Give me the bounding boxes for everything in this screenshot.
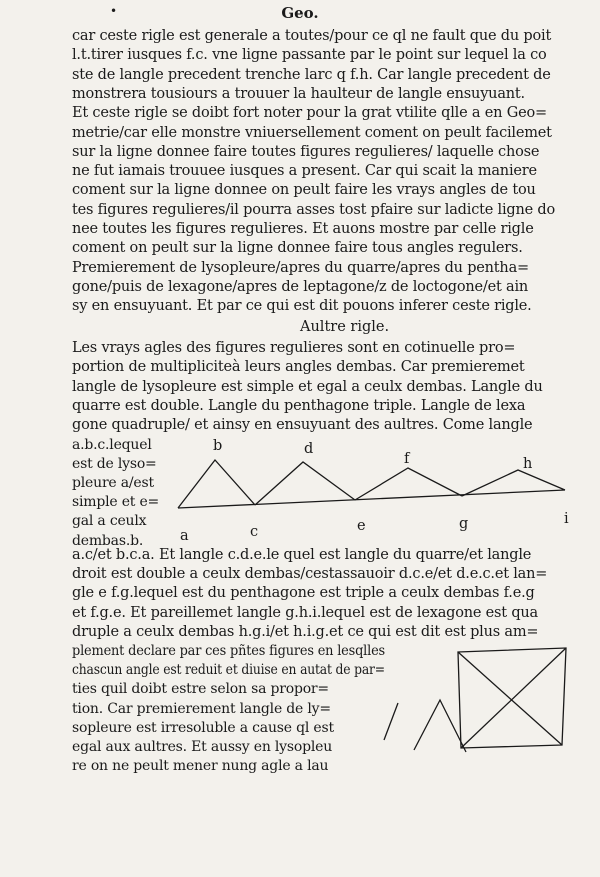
triangle-abc [178, 460, 255, 508]
baseline [178, 490, 565, 508]
paragraph2-line: Les vrays agles des figures regulieres sont en cotinuelle pro= [72, 340, 516, 356]
paragraph3-line: re on ne peult mener nung agle a lau [72, 758, 329, 775]
figure-left-text-line: est de lyso= [72, 456, 157, 473]
paragraph1-line: gone/puis de lexagone/apres de leptagone/z de loctogone/et ain [72, 278, 529, 295]
paragraph1-line: sur la ligne donnee faire toutes figures regulieres/ laquelle chose [72, 143, 540, 160]
paragraph3-line: ties quil doibt estre selon sa propor= [72, 681, 329, 698]
square-diagonal-2 [461, 648, 566, 748]
paragraph1-line: sy en ensuyuant. Et par ce qui est dit pouons inferer ceste rigle. [72, 298, 532, 315]
page-mark: • [110, 4, 118, 18]
paragraph1-line: ne fut iamais trouuee iusques a present. Car qui scait la maniere [72, 163, 537, 180]
paragraph2-line: portion de multipliciteà leurs angles dembas. Car premieremet [72, 359, 525, 376]
paragraph1-line: nee toutes les figures regulieres. Et auons mostre par celle rigle [72, 221, 534, 237]
label-i: i [564, 511, 569, 527]
paragraph1-line: Et ceste rigle se doibt fort noter pour la grat vtilite qlle a en Geo= [72, 105, 547, 122]
paragraph3-line: tion. Car premierement langle de ly= [72, 700, 331, 717]
paragraph1-line: car ceste rigle est generale a toutes/pour ce ql ne fault que du poit [72, 28, 552, 44]
label-c: c [250, 524, 259, 540]
paragraph3-line: egal aux aultres. Et aussy en lysopleu [72, 739, 333, 755]
paragraph3-line: plement declare par ces pñtes figures en lesqlles [72, 643, 385, 659]
figure-left-text-line: dembas.b. [72, 532, 144, 549]
paragraph3-line: chascun angle est reduit et diuise en autat de par= [72, 662, 385, 679]
paragraph3-line: a.c/et b.c.a. Et langle c.d.e.le quel est langle du quarre/et langle [72, 547, 532, 563]
paragraph1-line: metrie/car elle monstre vniuersellement coment on peult facilemet [72, 124, 552, 141]
paragraph1-line: ste de langle precedent trenche larc q f.h. Car langle precedent de [72, 66, 551, 83]
paragraph1-line: tes figures regulieres/il pourra asses tost pfaire sur ladicte ligne do [72, 201, 556, 218]
label-d: d [304, 441, 314, 457]
paragraph3-line: et f.g.e. Et pareillemet langle g.h.i.lequel est de lexagone est qua [72, 604, 539, 621]
figure-left-text-line: simple et e= [72, 494, 160, 511]
paragraph3-line: druple a ceulx dembas h.g.i/et h.i.g.et ce qui est dit est plus am= [72, 623, 539, 640]
paragraph3-line: sopleure est irresoluble a cause ql est [72, 719, 334, 736]
running-header: Geo. [281, 4, 319, 22]
paragraph1-line: l.t.tirer iusques f.c. vne ligne passante par le point sur lequel la co [72, 47, 547, 64]
angle-cde [255, 462, 355, 505]
label-g: g [459, 516, 469, 532]
label-h: h [523, 456, 533, 472]
paragraph1-line: Premierement de lysopleure/apres du quarre/apres du pentha= [72, 259, 529, 276]
lower-triangle [414, 700, 466, 752]
paragraph3-line: droit est double a ceulx dembas/cestassauoir d.c.e/et d.e.c.et lan= [72, 566, 548, 583]
figure-left-text-line: a.b.c.lequel [72, 437, 152, 453]
label-f: f [404, 451, 410, 467]
paragraph2-line: gone quadruple/ et ainsy en ensuyuant des aultres. Come langle [72, 417, 533, 434]
small-stroke [384, 703, 398, 740]
paragraph1-line: coment on peult sur la ligne donnee faire tous angles regulers. [72, 240, 523, 257]
paragraph1-line: coment sur la ligne donnee on peult faire les vrays angles de tou [72, 182, 536, 199]
paragraph2-line: langle de lysopleure est simple et egal a ceulx dembas. Langle du [72, 378, 543, 395]
figure-left-text-line: pleure a/est [72, 475, 154, 492]
label-e: e [357, 518, 366, 534]
paragraph3-line: gle e f.g.lequel est du penthagone est triple a ceulx dembas f.e.g [72, 585, 535, 602]
paragraph1-line: monstrera tousiours a trouuer la haulteur de langle ensuyuant. [72, 85, 525, 102]
figure-left-text-line: gal a ceulx [72, 513, 147, 530]
label-a: a [180, 528, 189, 544]
paragraph2-line: quarre est double. Langle du penthagone triple. Langle de lexa [72, 397, 526, 414]
label-b: b [213, 438, 223, 454]
sub-heading: Aultre rigle. [300, 319, 390, 335]
